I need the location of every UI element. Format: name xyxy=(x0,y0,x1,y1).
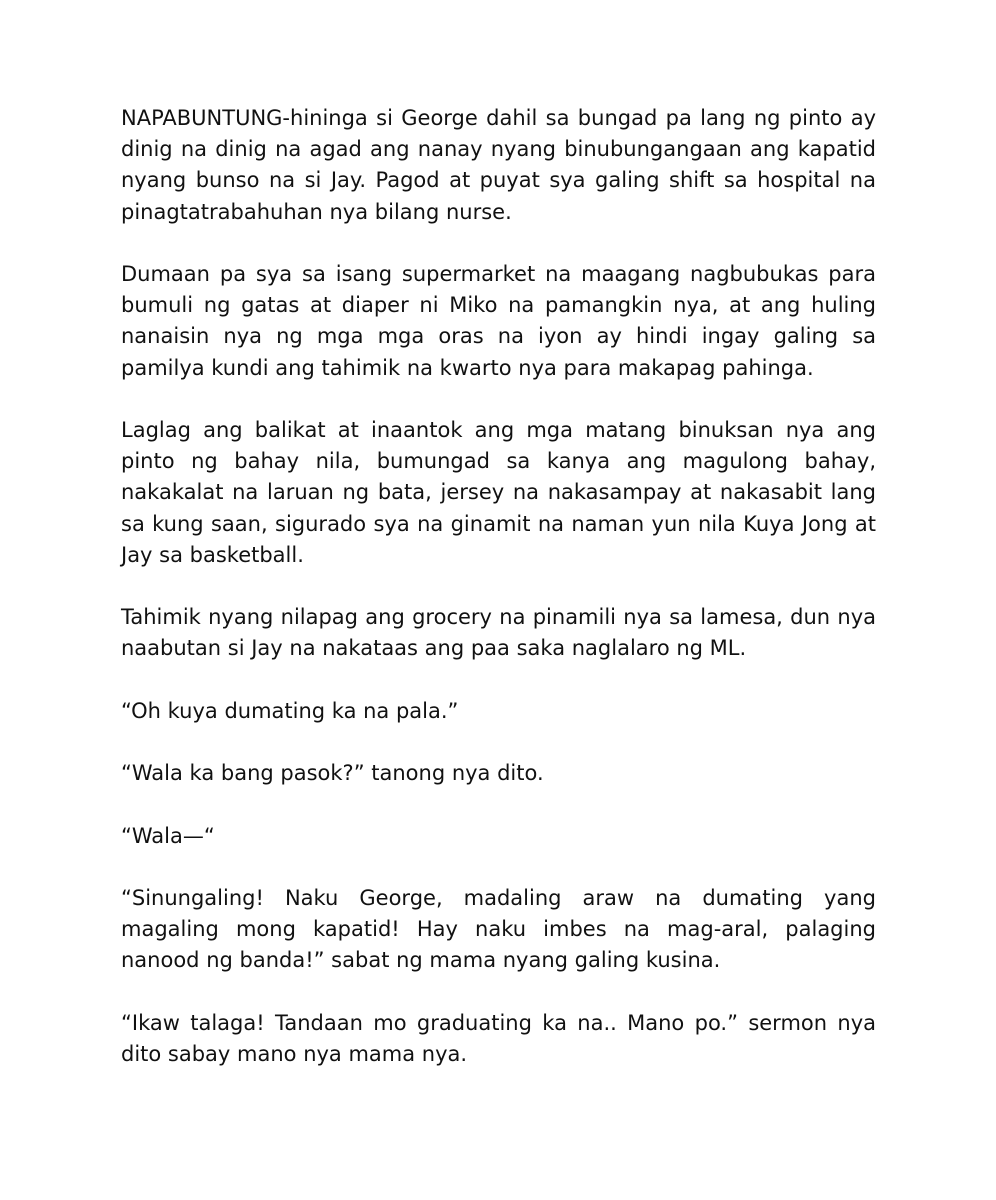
document-page xyxy=(121,103,876,1101)
paragraph-6: “Wala ka bang pasok?” tanong nya dito. xyxy=(121,761,544,786)
paragraph-3: Laglag ang balikat at inaantok ang mga matang binuksan nya ang pinto ng bahay nila, bumungad sa kanya ang magulong bahay, nakakalat na laruan ng bata, jersey na nakasampay at nakasabit lang sa kung saan, sigurado sya na ginamit na naman yun nila Kuya Jong at Jay sa basketball. xyxy=(121,418,876,567)
paragraph-8: “Sinungaling! Naku George, madaling araw na dumating yang magaling mong kapatid! Hay naku imbes na mag-aral, palaging nanood ng banda!” sabat ng mama nyang galing kusina. xyxy=(121,885,876,973)
paragraph-2: Dumaan pa sya sa isang supermarket na maagang nagbubukas para bumuli ng gatas at diaper ni Miko na pamangkin nya, at ang huling nanaisin nya ng mga mga oras na iyon ay hindi ingay galing sa pamilya kundi ang tahimik na kwarto nya para makapag pahinga. xyxy=(121,262,876,380)
paragraph-1: NAPABUNTUNG-hininga si George dahil sa bungad pa lang ng pinto ay dinig na dinig na agad ang nanay nyang binubungangaan ang kapatid nyang bunso na si Jay. Pagod at puyat sya galing shift sa hospital na pinagtatrabahuhan nya bilang nurse. xyxy=(121,106,876,224)
paragraph-9: “Ikaw talaga! Tandaan mo graduating ka na.. Mano po.” sermon nya dito sabay mano nya mama nya. xyxy=(121,1010,876,1066)
paragraph-5: “Oh kuya dumating ka na pala.” xyxy=(121,698,459,723)
paragraph-4: Tahimik nyang nilapag ang grocery na pinamili nya sa lamesa, dun nya naabutan si Jay na nakataas ang paa saka naglalaro ng ML. xyxy=(121,605,876,661)
paragraph-7: “Wala—“ xyxy=(121,823,215,848)
